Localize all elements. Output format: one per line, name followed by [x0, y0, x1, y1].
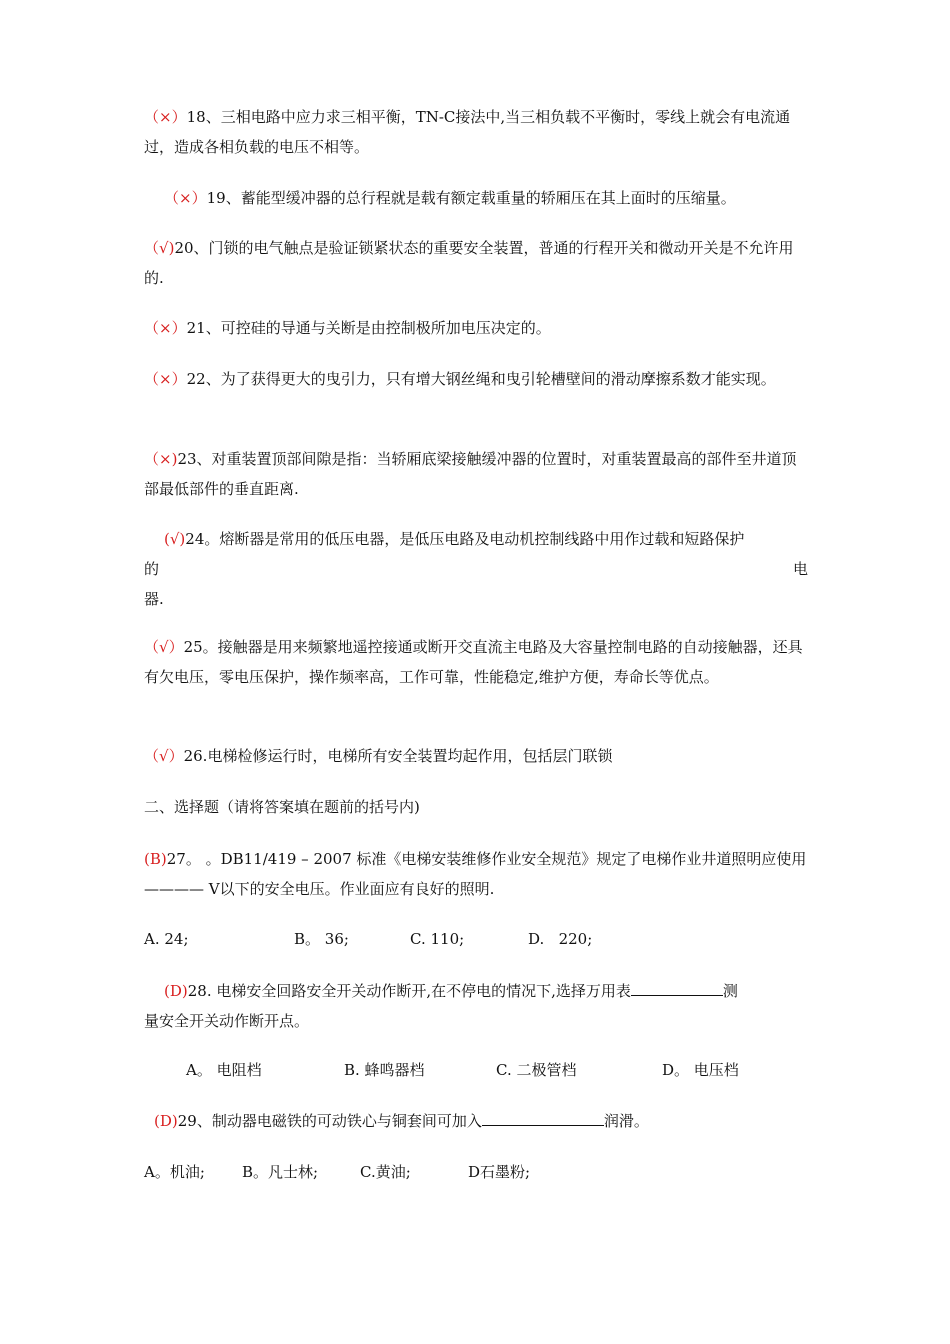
answer-mark: √: [159, 638, 169, 656]
option-c: C. 110;: [410, 930, 465, 948]
option-c: C.黄油;: [360, 1163, 411, 1181]
answer-mark: (D): [154, 1112, 178, 1130]
option-b: B。凡士林;: [242, 1163, 319, 1181]
answer-mark: √: [159, 747, 169, 765]
question-24: (√)24。熔断器是常用的低压电器，是低压电路及电动机控制线路中用作过载和短路保护 的 电 器.: [144, 530, 808, 608]
option-c: C. 二极管档: [496, 1061, 577, 1079]
option-d: D。 电压档: [662, 1061, 739, 1079]
option-d: D. 220;: [528, 930, 593, 948]
answer-mark: √: [159, 239, 169, 257]
answer-mark: ×: [159, 450, 172, 468]
answer-mark: √: [169, 530, 180, 548]
question-23: （×)23、对重装置顶部间隙是指：当轿厢底梁接触缓冲器的位置时，对重装置最高的部件至井道顶部最低部件的垂直距离.: [144, 450, 797, 498]
answer-mark: (D): [164, 982, 188, 1000]
option-b: B. 蜂鸣器档: [344, 1061, 425, 1079]
question-27: (B)27。 。DB11/419 – 2007 标准《电梯安装维修作业安全规范》规定了电梯作业井道照明应使用 ———— V以下的安全电压。作业面应有良好的照明.: [144, 850, 807, 898]
option-d: D石墨粉;: [468, 1163, 531, 1181]
options-29: [144, 1157, 808, 1337]
question-22: （×）22、为了获得更大的曳引力，只有增大钢丝绳和曳引轮槽壁间的滑动摩擦系数才能实现。: [144, 370, 776, 388]
answer-mark: ×: [159, 319, 172, 337]
question-19: （×）19、蓄能型缓冲器的总行程就是载有额定载重量的轿厢压在其上面时的压缩量。: [164, 189, 736, 207]
question-29: (D)29、制动器电磁铁的可动铁心与铜套间可加入 润滑。: [154, 1112, 649, 1130]
section-title: 二、选择题（请将答案填在题前的括号内): [144, 798, 420, 816]
answer-blank: [631, 981, 723, 996]
answer-mark: ×: [159, 370, 172, 388]
question-28: (D)28. 电梯安全回路安全开关动作断开,在不停电的情况下,选择万用表 测 量安全开关动作断开点。: [144, 982, 738, 1030]
question-25: （√）25。接触器是用来频繁地遥控接通或断开交直流主电路及大容量控制电路的自动接触器，还具有欠电压，零电压保护，操作频率高，工作可靠，性能稳定,维护方便，寿命长等优点。: [144, 638, 803, 686]
answer-mark: ×: [179, 189, 192, 207]
option-a: A。 电阻档: [186, 1061, 262, 1079]
option-a: A。机油;: [144, 1163, 205, 1181]
answer-mark: ×: [159, 108, 172, 126]
option-b: B。 36;: [294, 930, 349, 948]
question-20: （√)20、门锁的电气触点是验证锁紧状态的重要安全装置，普通的行程开关和微动开关是不允许用的.: [144, 239, 794, 287]
question-26: （√）26.电梯检修运行时，电梯所有安全装置均起作用，包括层门联锁: [144, 747, 613, 765]
option-a: A. 24;: [144, 930, 189, 948]
question-18: （×）18、三相电路中应力求三相平衡，TN-C接法中,当三相负载不平衡时，零线上就会有电流通过，造成各相负载的电压不相等。: [144, 108, 791, 156]
question-21: （×）21、可控硅的导通与关断是由控制极所加电压决定的。: [144, 319, 551, 337]
answer-blank: [482, 1111, 604, 1126]
answer-mark: (B): [144, 850, 167, 868]
